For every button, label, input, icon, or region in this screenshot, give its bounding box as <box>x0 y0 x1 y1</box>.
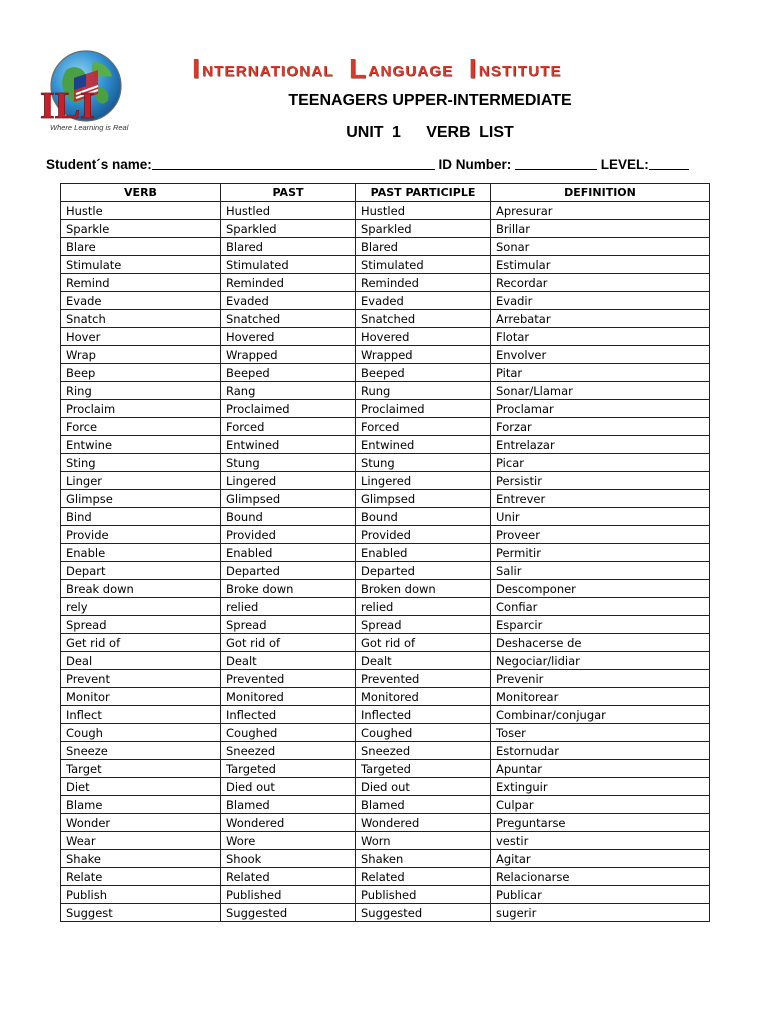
past-participle-cell: Lingered <box>356 472 491 490</box>
table-row <box>61 814 710 832</box>
table-row <box>61 832 710 850</box>
verb-cell: Target <box>61 760 221 778</box>
table-row <box>61 274 710 292</box>
verb-cell: Shake <box>61 850 221 868</box>
past-cell: Blamed <box>221 796 356 814</box>
past-cell: Suggested <box>221 904 356 922</box>
verb-cell: Evade <box>61 292 221 310</box>
definition-cell: Prevenir <box>491 670 710 688</box>
definition-cell: Estimular <box>491 256 710 274</box>
past-participle-cell: Died out <box>356 778 491 796</box>
verb-cell: Blame <box>61 796 221 814</box>
past-participle-cell: Targeted <box>356 760 491 778</box>
past-cell: relied <box>221 598 356 616</box>
past-participle-cell: Worn <box>356 832 491 850</box>
past-participle-cell: Entwined <box>356 436 491 454</box>
table-row <box>61 202 710 220</box>
table-row <box>61 256 710 274</box>
past-cell: Proclaimed <box>221 400 356 418</box>
past-cell: Lingered <box>221 472 356 490</box>
definition-cell: sugerir <box>491 904 710 922</box>
past-cell: Departed <box>221 562 356 580</box>
past-participle-cell: Rung <box>356 382 491 400</box>
past-cell: Dealt <box>221 652 356 670</box>
table-row <box>61 724 710 742</box>
verb-list-table <box>60 183 710 922</box>
verb-cell: Beep <box>61 364 221 382</box>
verb-cell: Suggest <box>61 904 221 922</box>
past-participle-cell: Bound <box>356 508 491 526</box>
past-cell: Entwined <box>221 436 356 454</box>
verb-cell: Deal <box>61 652 221 670</box>
table-header-row <box>61 184 710 202</box>
table-row <box>61 670 710 688</box>
table-row <box>61 292 710 310</box>
table-row <box>61 760 710 778</box>
verb-cell: Cough <box>61 724 221 742</box>
definition-cell: vestir <box>491 832 710 850</box>
definition-cell: Relacionarse <box>491 868 710 886</box>
past-participle-cell: Sparkled <box>356 220 491 238</box>
brand-word-institute: INSTITUTE <box>468 53 562 84</box>
definition-cell: Brillar <box>491 220 710 238</box>
table-row <box>61 508 710 526</box>
past-cell: Broke down <box>221 580 356 598</box>
past-cell: Targeted <box>221 760 356 778</box>
header-verb: VERB <box>61 184 221 202</box>
definition-cell: Sonar/Llamar <box>491 382 710 400</box>
definition-cell: Agitar <box>491 850 710 868</box>
verb-cell: Publish <box>61 886 221 904</box>
table-row <box>61 310 710 328</box>
header-past-participle: PAST PARTICIPLE <box>356 184 491 202</box>
past-participle-cell: Sneezed <box>356 742 491 760</box>
past-participle-cell: Stung <box>356 454 491 472</box>
table-row <box>61 778 710 796</box>
past-participle-cell: Enabled <box>356 544 491 562</box>
past-participle-cell: Blamed <box>356 796 491 814</box>
past-cell: Prevented <box>221 670 356 688</box>
past-cell: Sparkled <box>221 220 356 238</box>
past-participle-cell: Departed <box>356 562 491 580</box>
past-cell: Rang <box>221 382 356 400</box>
definition-cell: Entrever <box>491 490 710 508</box>
definition-cell: Apuntar <box>491 760 710 778</box>
past-participle-cell: relied <box>356 598 491 616</box>
table-row <box>61 886 710 904</box>
past-participle-cell: Reminded <box>356 274 491 292</box>
past-cell: Hovered <box>221 328 356 346</box>
definition-cell: Toser <box>491 724 710 742</box>
verb-cell: Provide <box>61 526 221 544</box>
past-cell: Bound <box>221 508 356 526</box>
level-blank[interactable] <box>649 156 689 170</box>
past-participle-cell: Coughed <box>356 724 491 742</box>
past-cell: Stung <box>221 454 356 472</box>
verb-cell: Proclaim <box>61 400 221 418</box>
table-row <box>61 328 710 346</box>
past-participle-cell: Wrapped <box>356 346 491 364</box>
id-number-label: ID Number: <box>434 157 516 172</box>
id-number-blank[interactable] <box>515 156 597 170</box>
table-row <box>61 616 710 634</box>
verb-cell: Bind <box>61 508 221 526</box>
definition-cell: Preguntarse <box>491 814 710 832</box>
definition-cell: Envolver <box>491 346 710 364</box>
definition-cell: Sonar <box>491 238 710 256</box>
student-info-line <box>46 156 689 172</box>
verb-cell: Wrap <box>61 346 221 364</box>
past-cell: Stimulated <box>221 256 356 274</box>
past-participle-cell: Stimulated <box>356 256 491 274</box>
verb-cell: Stimulate <box>61 256 221 274</box>
brand-word-international: INTERNATIONAL <box>192 53 334 84</box>
past-participle-cell: Hovered <box>356 328 491 346</box>
definition-cell: Extinguir <box>491 778 710 796</box>
brand-word-language: LANGUAGE <box>348 53 454 84</box>
table-row <box>61 652 710 670</box>
past-cell: Wore <box>221 832 356 850</box>
header-definition: DEFINITION <box>491 184 710 202</box>
verb-cell: Sting <box>61 454 221 472</box>
past-participle-cell: Beeped <box>356 364 491 382</box>
definition-cell: Entrelazar <box>491 436 710 454</box>
table-row <box>61 634 710 652</box>
past-participle-cell: Inflected <box>356 706 491 724</box>
definition-cell: Combinar/conjugar <box>491 706 710 724</box>
definition-cell: Proclamar <box>491 400 710 418</box>
definition-cell: Monitorear <box>491 688 710 706</box>
table-row <box>61 580 710 598</box>
verb-cell: Hover <box>61 328 221 346</box>
student-name-blank[interactable] <box>152 156 435 170</box>
verb-cell: Ring <box>61 382 221 400</box>
past-cell: Shook <box>221 850 356 868</box>
table-row <box>61 400 710 418</box>
page-title: TEENAGERS UPPER-INTERMEDIATE <box>288 92 572 109</box>
table-row <box>61 454 710 472</box>
definition-cell: Publicar <box>491 886 710 904</box>
verb-cell: Hustle <box>61 202 221 220</box>
past-cell: Enabled <box>221 544 356 562</box>
definition-cell: Salir <box>491 562 710 580</box>
verb-cell: Linger <box>61 472 221 490</box>
past-participle-cell: Suggested <box>356 904 491 922</box>
definition-cell: Picar <box>491 454 710 472</box>
past-participle-cell: Monitored <box>356 688 491 706</box>
past-participle-cell: Evaded <box>356 292 491 310</box>
table-row <box>61 436 710 454</box>
past-cell: Inflected <box>221 706 356 724</box>
definition-cell: Estornudar <box>491 742 710 760</box>
definition-cell: Apresurar <box>491 202 710 220</box>
past-participle-cell: Provided <box>356 526 491 544</box>
verb-cell: Wear <box>61 832 221 850</box>
definition-cell: Recordar <box>491 274 710 292</box>
past-participle-cell: Blared <box>356 238 491 256</box>
logo-tagline: Where Learning is Real <box>50 123 129 132</box>
past-participle-cell: Forced <box>356 418 491 436</box>
table-row <box>61 868 710 886</box>
past-cell: Related <box>221 868 356 886</box>
past-cell: Hustled <box>221 202 356 220</box>
definition-cell: Flotar <box>491 328 710 346</box>
verb-cell: Wonder <box>61 814 221 832</box>
definition-cell: Negociar/lidiar <box>491 652 710 670</box>
past-participle-cell: Prevented <box>356 670 491 688</box>
level-label: LEVEL: <box>597 157 649 172</box>
table-row <box>61 562 710 580</box>
verb-cell: Depart <box>61 562 221 580</box>
definition-cell: Arrebatar <box>491 310 710 328</box>
past-cell: Spread <box>221 616 356 634</box>
definition-cell: Permitir <box>491 544 710 562</box>
institute-brand-name <box>192 53 628 84</box>
past-cell: Monitored <box>221 688 356 706</box>
definition-cell: Esparcir <box>491 616 710 634</box>
past-cell: Provided <box>221 526 356 544</box>
definition-cell: Persistir <box>491 472 710 490</box>
verb-cell: Enable <box>61 544 221 562</box>
past-cell: Coughed <box>221 724 356 742</box>
past-participle-cell: Broken down <box>356 580 491 598</box>
table-row <box>61 850 710 868</box>
definition-cell: Proveer <box>491 526 710 544</box>
table-row <box>61 346 710 364</box>
past-participle-cell: Related <box>356 868 491 886</box>
past-cell: Glimpsed <box>221 490 356 508</box>
verb-cell: Sneeze <box>61 742 221 760</box>
verb-cell: Get rid of <box>61 634 221 652</box>
verb-cell: Snatch <box>61 310 221 328</box>
logo-letters: ILI <box>40 85 95 127</box>
table-row <box>61 742 710 760</box>
past-cell: Got rid of <box>221 634 356 652</box>
past-cell: Evaded <box>221 292 356 310</box>
past-cell: Forced <box>221 418 356 436</box>
header-past: PAST <box>221 184 356 202</box>
past-participle-cell: Proclaimed <box>356 400 491 418</box>
table-row <box>61 490 710 508</box>
past-cell: Died out <box>221 778 356 796</box>
verb-cell: Spread <box>61 616 221 634</box>
past-cell: Published <box>221 886 356 904</box>
verb-cell: rely <box>61 598 221 616</box>
verb-cell: Prevent <box>61 670 221 688</box>
definition-cell: Pitar <box>491 364 710 382</box>
past-participle-cell: Wondered <box>356 814 491 832</box>
definition-cell: Confiar <box>491 598 710 616</box>
table-row <box>61 238 710 256</box>
past-cell: Blared <box>221 238 356 256</box>
definition-cell: Descomponer <box>491 580 710 598</box>
verb-cell: Force <box>61 418 221 436</box>
past-participle-cell: Glimpsed <box>356 490 491 508</box>
past-cell: Beeped <box>221 364 356 382</box>
table-row <box>61 706 710 724</box>
definition-cell: Culpar <box>491 796 710 814</box>
table-row <box>61 796 710 814</box>
definition-cell: Evadir <box>491 292 710 310</box>
verb-cell: Inflect <box>61 706 221 724</box>
verb-cell: Monitor <box>61 688 221 706</box>
verb-cell: Entwine <box>61 436 221 454</box>
table-row <box>61 382 710 400</box>
definition-cell: Forzar <box>491 418 710 436</box>
table-row <box>61 472 710 490</box>
verb-cell: Diet <box>61 778 221 796</box>
past-cell: Reminded <box>221 274 356 292</box>
definition-cell: Deshacerse de <box>491 634 710 652</box>
past-cell: Sneezed <box>221 742 356 760</box>
table-row <box>61 688 710 706</box>
table-row <box>61 904 710 922</box>
verb-cell: Remind <box>61 274 221 292</box>
definition-cell: Unir <box>491 508 710 526</box>
page-subtitle: UNIT 1 VERB LIST <box>346 124 514 141</box>
past-participle-cell: Dealt <box>356 652 491 670</box>
past-cell: Snatched <box>221 310 356 328</box>
verb-cell: Break down <box>61 580 221 598</box>
verb-cell: Blare <box>61 238 221 256</box>
past-participle-cell: Published <box>356 886 491 904</box>
past-participle-cell: Shaken <box>356 850 491 868</box>
past-participle-cell: Hustled <box>356 202 491 220</box>
table-row <box>61 598 710 616</box>
verb-cell: Relate <box>61 868 221 886</box>
past-participle-cell: Snatched <box>356 310 491 328</box>
table-row <box>61 220 710 238</box>
table-row <box>61 544 710 562</box>
past-participle-cell: Got rid of <box>356 634 491 652</box>
table-row <box>61 364 710 382</box>
past-participle-cell: Spread <box>356 616 491 634</box>
verb-cell: Glimpse <box>61 490 221 508</box>
table-row <box>61 526 710 544</box>
table-row <box>61 418 710 436</box>
student-name-label: Student´s name: <box>46 157 152 172</box>
past-cell: Wrapped <box>221 346 356 364</box>
past-cell: Wondered <box>221 814 356 832</box>
verb-cell: Sparkle <box>61 220 221 238</box>
